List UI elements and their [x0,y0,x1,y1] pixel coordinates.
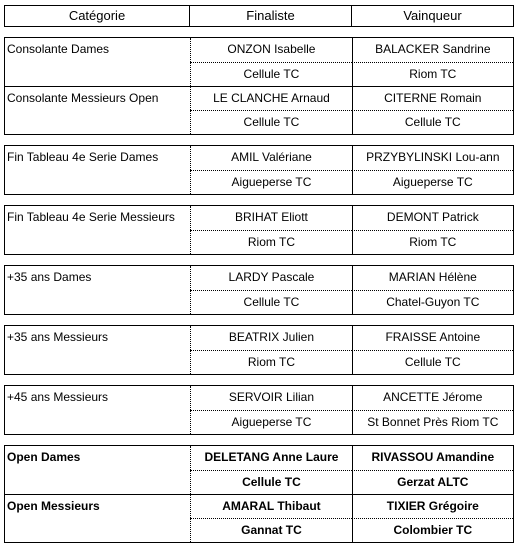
finalist-name: AMARAL Thibaut [190,494,351,518]
table-row [5,386,513,410]
category-label: Fin Tableau 4e Serie Dames [7,150,159,164]
table-row [5,86,513,110]
groups-container [4,27,514,543]
category-group [4,385,514,435]
finalist-club: Cellule TC [190,290,351,314]
table-row [5,230,513,254]
category-cell [5,446,190,470]
category-label: +35 ans Messieurs [7,330,109,344]
table-row [5,290,513,314]
finalist-name: DELETANG Anne Laure [190,446,351,470]
table-row [5,446,513,470]
winner-name: DEMONT Patrick [352,206,513,230]
category-cell-empty [5,518,190,542]
group-spacer [4,435,514,445]
winner-name: FRAISSE Antoine [352,326,513,350]
category-cell-empty [5,170,190,194]
finalist-name: SERVOIR Lilian [190,386,351,410]
category-cell [5,38,190,62]
finalist-name: LARDY Pascale [190,266,351,290]
category-cell [5,146,190,170]
finalist-club: Riom TC [190,350,351,374]
category-cell [5,206,190,230]
group-spacer [4,135,514,145]
category-label: +45 ans Messieurs [7,390,109,404]
category-cell-empty [5,290,190,314]
table-row [5,38,513,62]
winner-name: BALACKER Sandrine [352,38,513,62]
category-label: Fin Tableau 4e Serie Messieurs [7,210,175,224]
table-row [5,170,513,194]
winner-club: Colombier TC [352,518,513,542]
category-cell-empty [5,110,190,134]
header-row [4,5,514,27]
category-cell [5,386,190,410]
table-row [5,146,513,170]
category-group [4,145,514,195]
category-cell [5,494,190,518]
finalist-club: Aigueperse TC [190,170,351,194]
category-cell-empty [5,230,190,254]
finalist-name: BEATRIX Julien [190,326,351,350]
group-spacer [4,315,514,325]
table-row [5,350,513,374]
table-row [5,266,513,290]
winner-name: PRZYBYLINSKI Lou-ann [352,146,513,170]
winner-club: Chatel-Guyon TC [352,290,513,314]
category-group [4,325,514,375]
winner-club: Riom TC [352,62,513,86]
winner-name: MARIAN Hélène [352,266,513,290]
group-spacer [4,27,514,37]
finalist-club: Cellule TC [190,62,351,86]
winner-club: Cellule TC [352,110,513,134]
table-row [5,326,513,350]
winner-club: Aigueperse TC [352,170,513,194]
category-cell-empty [5,350,190,374]
header-category: Catégorie [4,6,190,26]
finalist-club: Gannat TC [190,518,351,542]
finalist-club: Riom TC [190,230,351,254]
category-cell-empty [5,62,190,86]
table-row [5,494,513,518]
winner-name: RIVASSOU Amandine [352,446,513,470]
category-label: Open Dames [7,450,81,464]
category-label: Open Messieurs [7,499,100,513]
category-group [4,37,514,135]
winner-club: Riom TC [352,230,513,254]
category-label: Consolante Dames [7,42,110,56]
winner-club: St Bonnet Près Riom TC [352,410,513,434]
category-cell [5,86,190,110]
finalist-club: Aigueperse TC [190,410,351,434]
category-cell [5,266,190,290]
category-label: Consolante Messieurs Open [7,91,159,105]
group-spacer [4,255,514,265]
header-winner: Vainqueur [352,6,514,26]
finalist-name: BRIHAT Eliott [190,206,351,230]
group-spacer [4,375,514,385]
results-table [4,5,514,543]
winner-name: CITERNE Romain [352,86,513,110]
table-row [5,518,513,542]
finalist-club: Cellule TC [190,470,351,494]
header-finalist: Finaliste [190,6,352,26]
winner-club: Gerzat ALTC [352,470,513,494]
table-row [5,206,513,230]
category-label: +35 ans Dames [7,270,92,284]
category-group [4,445,514,543]
group-spacer [4,195,514,205]
winner-club: Cellule TC [352,350,513,374]
category-group [4,265,514,315]
table-row [5,470,513,494]
table-row [5,110,513,134]
category-group [4,205,514,255]
category-cell [5,326,190,350]
table-row [5,410,513,434]
finalist-club: Cellule TC [190,110,351,134]
winner-name: TIXIER Grégoire [352,494,513,518]
winner-name: ANCETTE Jérome [352,386,513,410]
finalist-name: AMIL Valériane [190,146,351,170]
finalist-name: ONZON Isabelle [190,38,351,62]
finalist-name: LE CLANCHE Arnaud [190,86,351,110]
category-cell-empty [5,470,190,494]
category-cell-empty [5,410,190,434]
table-row [5,62,513,86]
